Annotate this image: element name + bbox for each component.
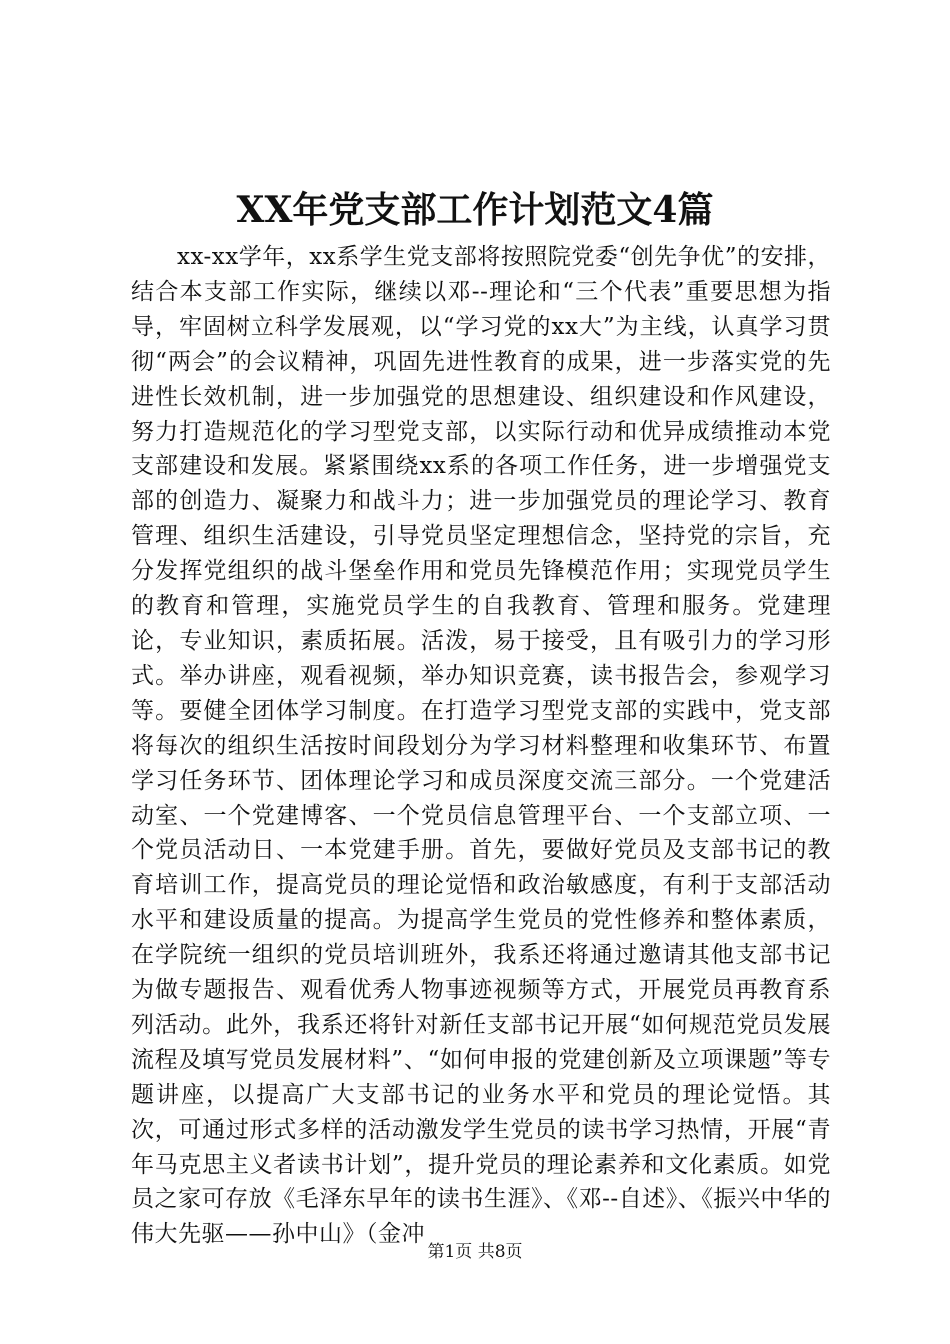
page-number-footer: 第1页 共8页 (427, 1242, 523, 1262)
document-title: XX年党支部工作计划范文4篇 (236, 189, 714, 231)
document-body-paragraph: xx-xx学年，xx系学生党支部将按照院党委“创先争优”的安排，结合本支部工作实际，继续以邓--理论和“三个代表”重要思想为指导，牢固树立科学发展观，以“学习党的xx大”为主线，认真学习贯彻“两会”的会议精神，巩固先进性教育的成果，进一步落实党的先进性长效机制，进一步加强党的思想建设、组织建设和作风建设，努力打造规范化的学习型党支部，以实际行动和优异成绩推动本党支部建设和发展。紧紧围绕xx系的各项工作任务，进一步增强党支部的创造力、凝聚力和战斗力；进一步加强党员的理论学习、教育管理、组织生活建设，引导党员坚定理想信念，坚持党的宗旨，充分发挥党组织的战斗堡垒作用和党员先锋模范作用；实现党员学生的教育和管理，实施党员学生的自我教育、管理和服务。党建理论，专业知识，素质拓展。活泼，易于接受，且有吸引力的学习形式。举办讲座，观看视频，举办知识竞赛，读书报告会，参观学习等。要健全团体学习制度。在打造学习型党支部的实践中，党支部将每次的组织生活按时间段划分为学习材料整理和收集环节、布置学习任务环节、团体理论学习和成员深度交流三部分。一个党建活动室、一个党建博客、一个党员信息管理平台、一个支部立项、一个党员活动日、一本党建手册。首先，要做好党员及支部书记的教育培训工作，提高党员的理论觉悟和政治敏感度，有利于支部活动水平和建设质量的提高。为提高学生党员的党性修养和整体素质，在学院统一组织的党员培训班外，我系还将通过邀请其他支部书记为做专题报告、观看优秀人物事迹视频等方式，开展党员再教育系列活动。此外，我系还将针对新任支部书记开展“如何规范党员发展流程及填写党员发展材料”、“如何申报的党建创新及立项课题”等专题讲座，以提高广大支部书记的业务水平和党员的理论觉悟。其次，可通过形式多样的活动激发学生党员的读书学习热情，开展“青年马克思主义者读书计划”，提升党员的理论素养和文化素质。如党员之家可存放《毛泽东早年的读书生涯》、《邓--自述》、《振兴中华的伟大先驱——孙中山》（金冲 (131, 244, 831, 1248)
